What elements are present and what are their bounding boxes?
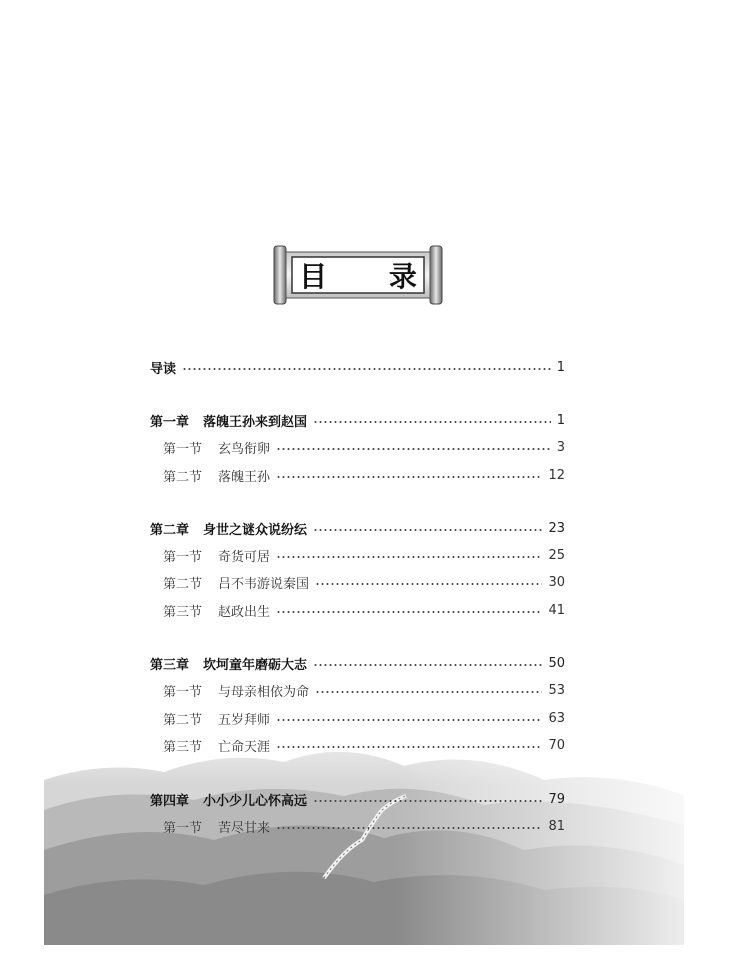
toc-page-number: 79: [548, 791, 565, 807]
toc-entry-section[interactable]: [163, 707, 565, 729]
toc-label: 第二节: [163, 469, 203, 485]
toc-label: 第一节: [163, 549, 203, 565]
toc-title: 赵政出生: [218, 604, 271, 620]
toc-page-number: 81: [548, 818, 565, 834]
toc-page-number: 63: [548, 710, 565, 726]
toc-title: 吕不韦游说秦国: [218, 576, 310, 592]
toc-label: 第二章: [150, 522, 190, 538]
dot-leader: [276, 827, 542, 829]
toc-heading: 目 录: [299, 260, 443, 293]
dot-leader: [313, 529, 542, 531]
toc-page-number: 23: [548, 520, 565, 536]
toc-entry-chapter-2[interactable]: [150, 517, 565, 539]
dot-leader: [313, 664, 542, 666]
toc-title: 落魄王孙来到赵国: [203, 414, 308, 430]
toc-entry-section[interactable]: [163, 815, 565, 837]
toc-title: 亡命天涯: [218, 739, 271, 755]
toc-entry-section[interactable]: [163, 436, 565, 458]
dot-leader: [313, 421, 551, 423]
toc-entry-chapter-4[interactable]: [150, 788, 565, 810]
toc-label: 第三节: [163, 604, 203, 620]
toc-label: 第四章: [150, 793, 190, 809]
toc-entry-preface[interactable]: [150, 356, 565, 378]
toc-title: 落魄王孙: [218, 469, 271, 485]
toc-page-number: 12: [548, 467, 565, 483]
toc-entry-section[interactable]: [163, 464, 565, 486]
toc-title: 与母亲相依为命: [218, 684, 310, 700]
toc-page-number: 3: [556, 439, 565, 455]
dot-leader: [315, 691, 542, 693]
toc-page-number: 1: [556, 359, 565, 375]
dot-leader: [276, 719, 542, 721]
dot-leader: [182, 368, 551, 370]
toc-title: 坎坷童年磨砺大志: [203, 657, 308, 673]
toc-entry-chapter-3[interactable]: [150, 652, 565, 674]
toc-label: 第二节: [163, 712, 203, 728]
toc-page-number: 70: [548, 737, 565, 753]
toc-entry-section[interactable]: [163, 544, 565, 566]
toc-label: 第三节: [163, 739, 203, 755]
toc-title: 身世之谜众说纷纭: [203, 522, 308, 538]
toc-label: 第一节: [163, 441, 203, 457]
dot-leader: [276, 746, 542, 748]
toc-label: 第一节: [163, 820, 203, 836]
dot-leader: [276, 476, 542, 478]
toc-page-number: 41: [548, 602, 565, 618]
dot-leader: [315, 583, 542, 585]
toc-label: 第二节: [163, 576, 203, 592]
toc-title: 小小少儿心怀高远: [203, 793, 308, 809]
toc-title: 苦尽甘来: [218, 820, 271, 836]
toc-page-number: 53: [548, 682, 565, 698]
toc-page-number: 30: [548, 574, 565, 590]
toc-title: 玄鸟衔卵: [218, 441, 271, 457]
dot-leader: [276, 448, 551, 450]
toc-entry-section[interactable]: [163, 571, 565, 593]
toc-entry-section[interactable]: [163, 679, 565, 701]
toc-page-number: 50: [548, 655, 565, 671]
toc-entry-section[interactable]: [163, 734, 565, 756]
toc-label: 第一章: [150, 414, 190, 430]
toc-entry-section[interactable]: [163, 599, 565, 621]
dot-leader: [313, 800, 542, 802]
toc-label: 第三章: [150, 657, 190, 673]
toc-page-number: 1: [556, 412, 565, 428]
toc-label: 导读: [150, 361, 177, 377]
dot-leader: [276, 611, 542, 613]
toc-title: 五岁拜师: [218, 712, 271, 728]
toc-page-number: 25: [548, 547, 565, 563]
dot-leader: [276, 556, 542, 558]
toc-entry-chapter-1[interactable]: [150, 409, 565, 431]
toc-title: 奇货可居: [218, 549, 271, 565]
toc-label: 第一节: [163, 684, 203, 700]
